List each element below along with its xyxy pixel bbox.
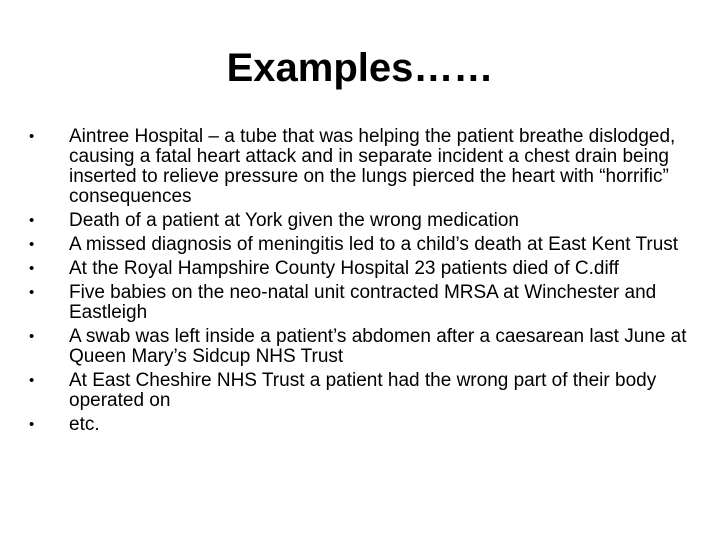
bullet-text: Five babies on the neo-natal unit contracted MRSA at Winchester and Eastleigh xyxy=(69,282,657,323)
slide-title: Examples…… xyxy=(226,46,494,90)
list-item xyxy=(29,283,689,323)
list-item xyxy=(29,235,689,255)
list-item xyxy=(29,211,689,231)
list-item xyxy=(29,327,689,367)
bullet-icon: • xyxy=(29,416,35,433)
bullet-icon: • xyxy=(29,328,35,345)
bullet-list xyxy=(29,127,689,439)
bullet-icon: • xyxy=(29,284,35,301)
bullet-text: At the Royal Hampshire County Hospital 23 patients died of C.diff xyxy=(69,258,619,279)
list-item xyxy=(29,415,689,435)
bullet-text: Death of a patient at York given the wrong medication xyxy=(69,210,519,231)
list-item xyxy=(29,371,689,411)
bullet-icon: • xyxy=(29,260,35,277)
bullet-text: etc. xyxy=(69,414,100,435)
bullet-icon: • xyxy=(29,212,35,229)
bullet-text: At East Cheshire NHS Trust a patient had the wrong part of their body operated on xyxy=(69,370,657,411)
bullet-icon: • xyxy=(29,236,35,253)
bullet-icon: • xyxy=(29,372,35,389)
list-item xyxy=(29,127,689,207)
bullet-icon: • xyxy=(29,128,35,145)
list-item xyxy=(29,259,689,279)
bullet-text: Aintree Hospital – a tube that was helping the patient breathe dislodged, causing a fatal heart attack and in separate incident a chest drain being inserted to relieve pressure on the lungs pierced the heart with “horrific” consequences xyxy=(69,126,676,207)
bullet-text: A swab was left inside a patient’s abdomen after a caesarean last June at Queen Mary’s Sidcup NHS Trust xyxy=(69,326,687,367)
bullet-text: A missed diagnosis of meningitis led to a child’s death at East Kent Trust xyxy=(69,234,679,255)
